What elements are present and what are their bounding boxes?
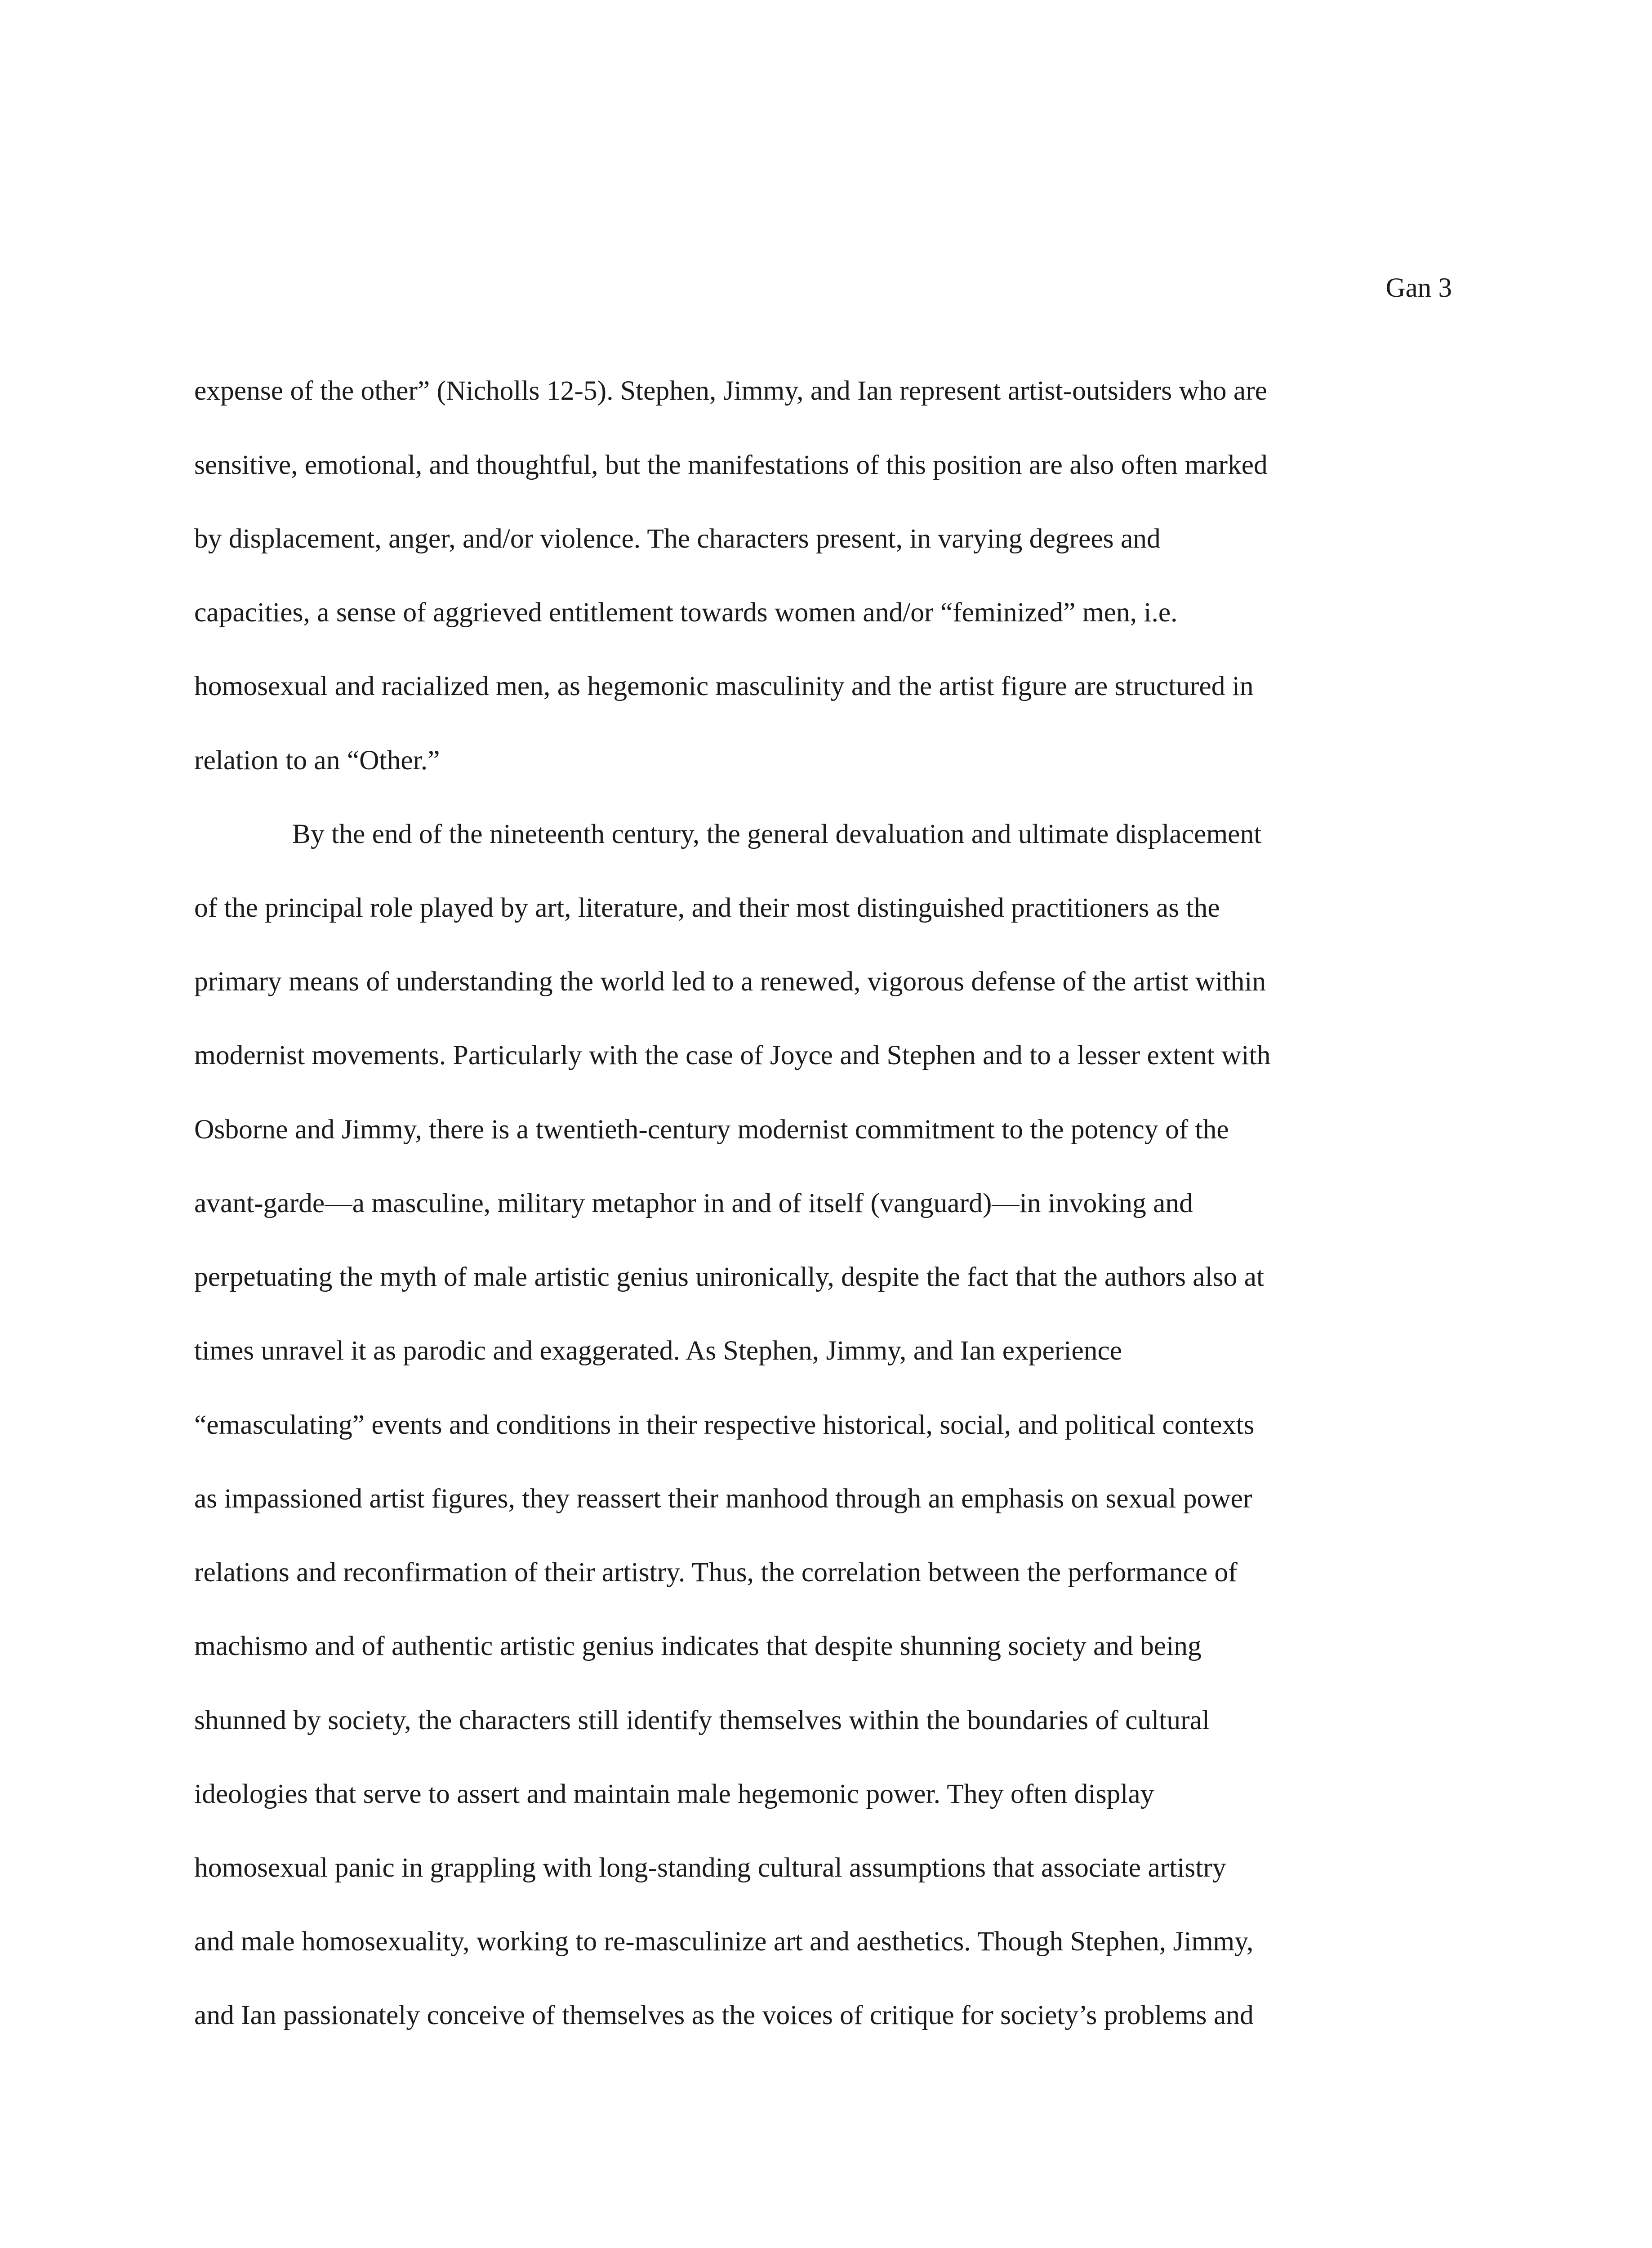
paragraph-line: and Ian passionately conceive of themselves as the voices of critique for society’s problems and <box>194 2000 1254 2030</box>
paragraph-line: capacities, a sense of aggrieved entitlement towards women and/or “feminized” men, i.e. <box>194 597 1178 628</box>
paragraph-first-line: By the end of the nineteenth century, the general devaluation and ultimate displacement <box>292 819 1262 849</box>
paragraph-line: relation to an “Other.” <box>194 745 440 776</box>
paragraph-line: “emasculating” events and conditions in their respective historical, social, and political contexts <box>194 1409 1255 1440</box>
paragraph-line: homosexual panic in grappling with long-standing cultural assumptions that associate artistry <box>194 1852 1226 1883</box>
paragraph-line: shunned by society, the characters still identify themselves within the boundaries of cultural <box>194 1705 1210 1735</box>
paragraph-line: Osborne and Jimmy, there is a twentieth-century modernist commitment to the potency of the <box>194 1114 1229 1145</box>
paragraph-line: as impassioned artist figures, they reassert their manhood through an emphasis on sexual power <box>194 1483 1252 1514</box>
paragraph-line: expense of the other” (Nicholls 12-5). Stephen, Jimmy, and Ian represent artist-outsiders who are <box>194 375 1267 406</box>
paragraph-line: perpetuating the myth of male artistic genius unironically, despite the fact that the authors also at <box>194 1262 1265 1292</box>
paragraph-line: primary means of understanding the world led to a renewed, vigorous defense of the artist within <box>194 966 1266 997</box>
paragraph-line: ideologies that serve to assert and maintain male hegemonic power. They often display <box>194 1779 1154 1809</box>
paragraph-line: sensitive, emotional, and thoughtful, but the manifestations of this position are also often marked <box>194 450 1268 480</box>
paragraph-line: times unravel it as parodic and exaggerated. As Stephen, Jimmy, and Ian experience <box>194 1335 1122 1366</box>
paragraph-line: modernist movements. Particularly with the case of Joyce and Stephen and to a lesser extent with <box>194 1040 1271 1070</box>
running-head: Gan 3 <box>1385 273 1452 303</box>
paragraph-line: and male homosexuality, working to re-masculinize art and aesthetics. Though Stephen, Jimmy, <box>194 1926 1254 1957</box>
paragraph-line: machismo and of authentic artistic genius indicates that despite shunning society and being <box>194 1631 1202 1661</box>
paragraph-line: relations and reconfirmation of their artistry. Thus, the correlation between the performance of <box>194 1557 1238 1588</box>
paragraph-line: avant-garde—a masculine, military metaphor in and of itself (vanguard)—in invoking and <box>194 1188 1193 1218</box>
paragraph-line: homosexual and racialized men, as hegemonic masculinity and the artist figure are structured in <box>194 671 1254 701</box>
paragraph-line: of the principal role played by art, literature, and their most distinguished practitioners as the <box>194 892 1220 923</box>
paragraph-line: by displacement, anger, and/or violence. The characters present, in varying degrees and <box>194 523 1161 554</box>
